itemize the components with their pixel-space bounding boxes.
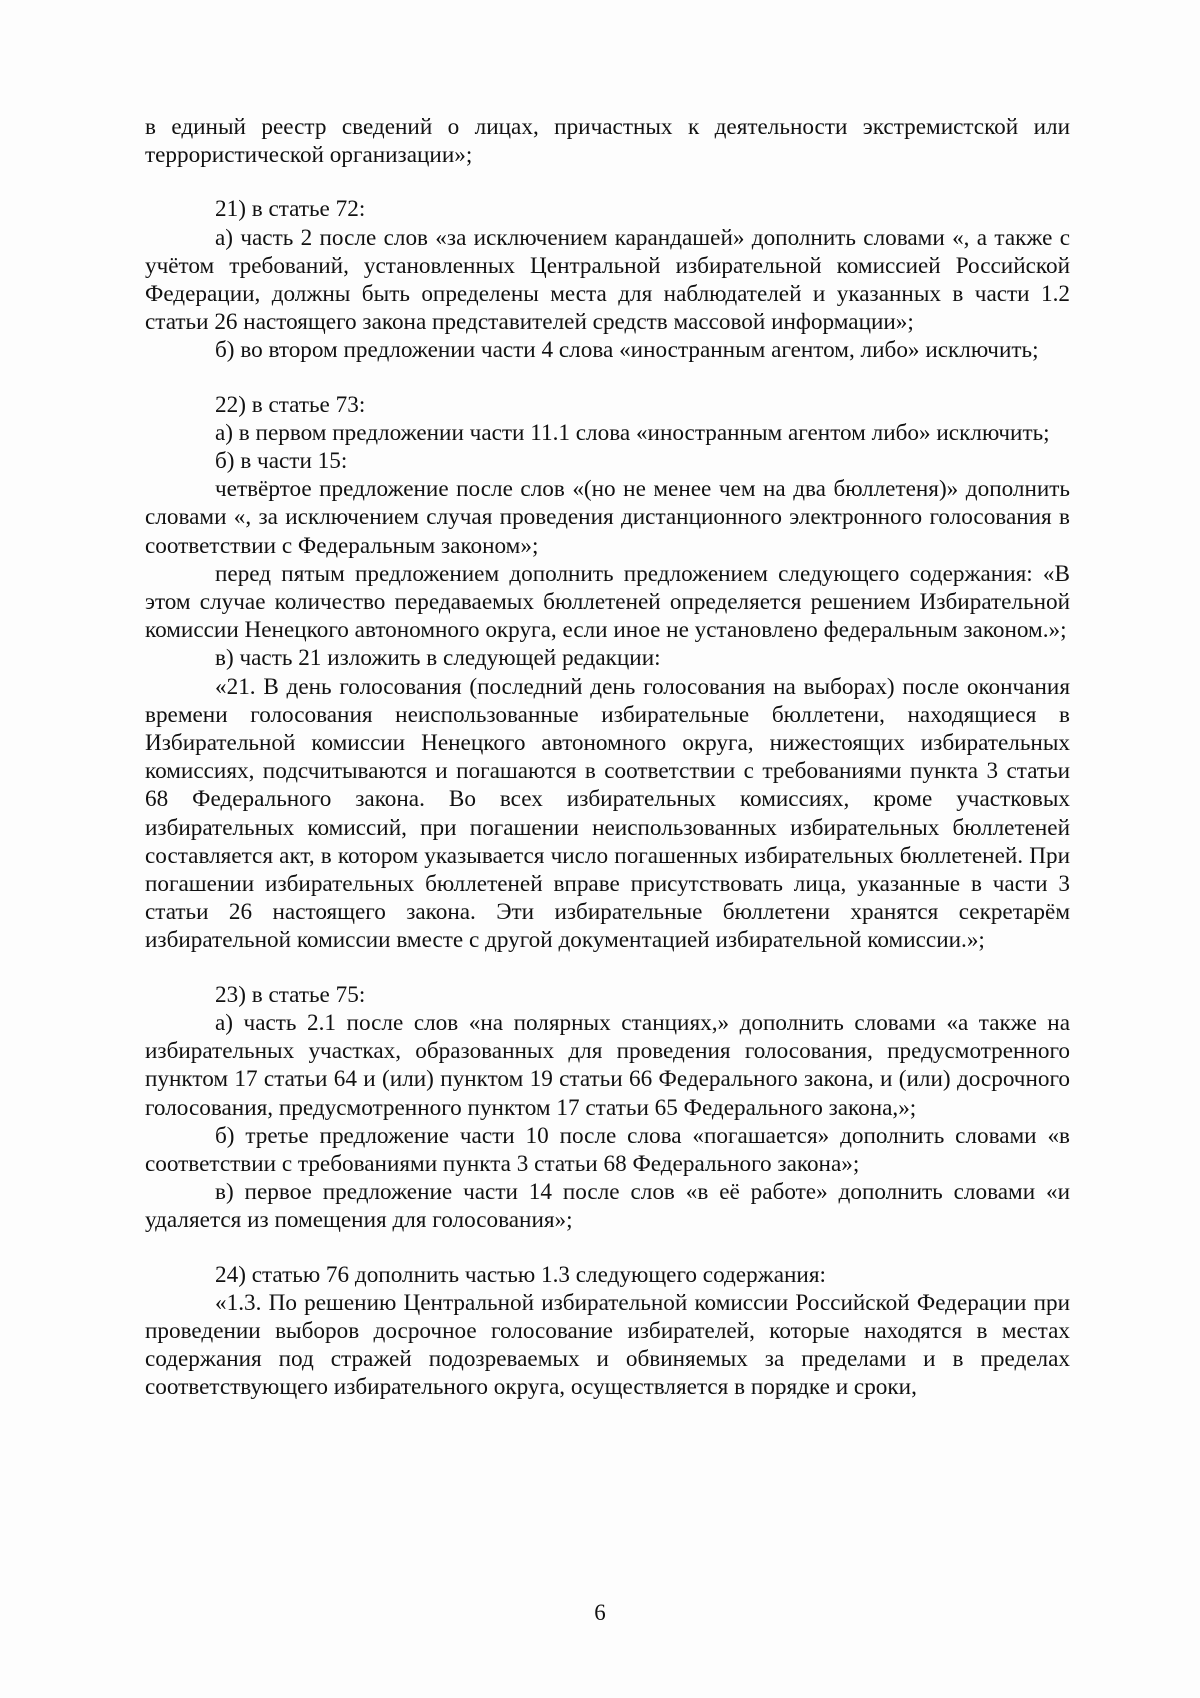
paragraph-item-23: 23) в статье 75:	[215, 981, 366, 1008]
paragraph-item-24: 24) статью 76 дополнить частью 1.3 следующего содержания:	[215, 1261, 826, 1288]
paragraph-21a: а) часть 2 после слов «за исключением карандашей» дополнить словами «, а также с учётом требований, установленных Центральной избирательной комиссией Российской Федерации, должны быть определены места для наблюдателей и указанных в части 1.2 статьи 26 настоящего закона представителей средств массовой информации»;	[145, 224, 1070, 336]
paragraph-continuation: в единый реестр сведений о лицах, причастных к деятельности экстремистской или террористической организации»;	[145, 114, 1070, 169]
paragraph-22a: а) в первом предложении части 11.1 слова «иностранным агентом либо» исключить;	[215, 419, 1050, 446]
paragraph-item-21: 21) в статье 72:	[215, 196, 366, 223]
document-body	[145, 113, 1070, 1402]
paragraph-part-1-3-text: «1.3. По решению Центральной избирательной комиссии Российской Федерации при проведении выборов досрочное голосование избирателей, которые находятся в местах содержания под стражей подозреваемых и обвиняемых за пределами и в пределах соответствующего избирательного округа, осуществляется в порядке и сроки,	[145, 1289, 1070, 1401]
page-number: 6	[594, 1600, 606, 1625]
paragraph-21b: б) во втором предложении части 4 слова «иностранным агентом, либо» исключить;	[215, 337, 1039, 364]
paragraph-item-22: 22) в статье 73:	[215, 391, 366, 418]
paragraph-part-21-text: «21. В день голосования (последний день голосования на выборах) после окончания времени голосования неиспользованные избирательные бюллетени, находящиеся в Избирательной комиссии Ненецкого автономного округа, нижестоящих избирательных комиссиях, подсчитываются и погашаются в соответствии с требованиями пункта 3 статьи 68 Федерального закона. Во всех избирательных комиссиях, кроме участковых избирательных комиссий, при погашении неиспользованных избирательных бюллетеней составляется акт, в котором указывается число погашенных избирательных бюллетеней. При погашении избирательных бюллетеней вправе присутствовать лица, указанные в части 3 статьи 26 настоящего закона. Эти избирательные бюллетени хранятся секретарём избирательной комиссии вместе с другой документацией избирательной комиссии.»;	[145, 673, 1070, 954]
paragraph-23a: а) часть 2.1 после слов «на полярных станциях,» дополнить словами «а также на избирательных участках, образованных для проведения голосования, предусмотренного пунктом 17 статьи 64 и (или) пунктом 19 статьи 66 Федерального закона, и (или) досрочного голосования, предусмотренного пунктом 17 статьи 65 Федерального закона,»;	[145, 1009, 1070, 1121]
paragraph-22b-fourth-sentence: четвёртое предложение после слов «(но не менее чем на два бюллетеня)» дополнить словами «, за исключением случая проведения дистанционного электронного голосования в соответствии с Федеральным законом»;	[145, 476, 1070, 559]
paragraph-22b-fifth-sentence: перед пятым предложением дополнить предложением следующего содержания: «В этом случае количество передаваемых бюллетеней определяется решением Избирательной комиссии Ненецкого автономного округа, если иное не установлено федеральным законом.»;	[145, 560, 1070, 644]
paragraph-22b: б) в части 15:	[215, 448, 348, 475]
paragraph-22c: в) часть 21 изложить в следующей редакции:	[215, 645, 661, 672]
paragraph-23c: в) первое предложение части 14 после слов «в её работе» дополнить словами «и удаляется из помещения для голосования»;	[145, 1179, 1070, 1234]
paragraph-23b: б) третье предложение части 10 после слова «погашается» дополнить словами «в соответствии с требованиями пункта 3 статьи 68 Федерального закона»;	[145, 1122, 1070, 1177]
